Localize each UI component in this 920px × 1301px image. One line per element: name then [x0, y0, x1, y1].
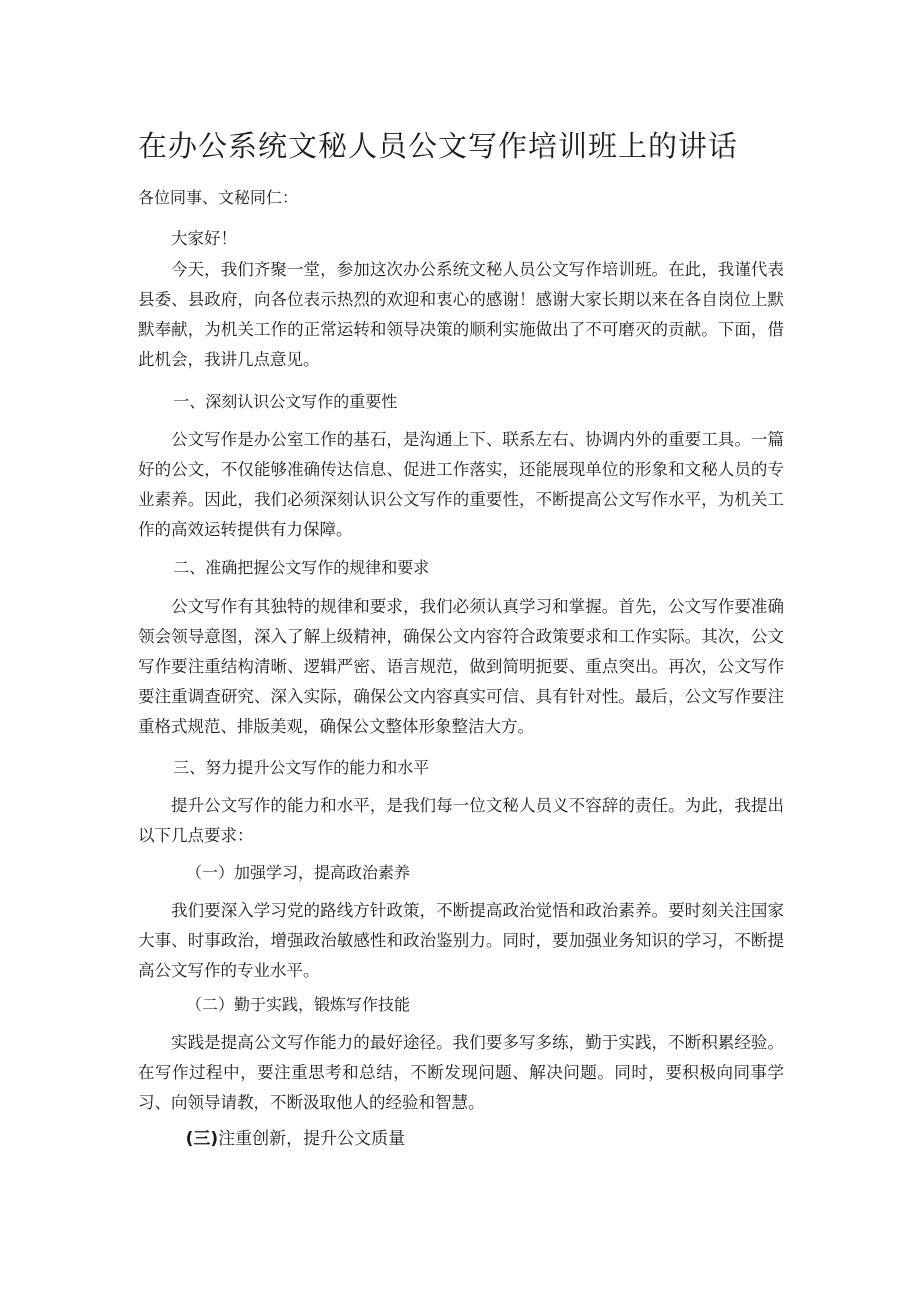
- salutation: 各位同事、文秘同仁：: [138, 188, 299, 207]
- sub2-heading-block: [138, 993, 784, 1017]
- section3-body: 提升公文写作的能力和水平，是我们每一位文秘人员义不容辞的责任。为此，我提出以下几点要求：: [138, 796, 784, 845]
- section1-heading-block: [138, 390, 784, 414]
- sub1-body-block: [138, 896, 784, 986]
- sub3-heading: [138, 1127, 784, 1151]
- greeting: [138, 224, 784, 254]
- section2-body-block: [138, 592, 784, 742]
- section3-body-block: [138, 791, 784, 851]
- document-title: 在办公系统文秘人员公文写作培训班上的讲话: [138, 129, 739, 163]
- sub1-heading-block: [138, 861, 784, 885]
- sub2-body-block: [138, 1028, 784, 1118]
- section2-heading-block: [138, 556, 784, 580]
- section1-body-block: [138, 425, 784, 545]
- sub2-body: 实践是提高公文写作能力的最好途径。我们要多写多练，勤于实践，不断积累经验。在写作过程中，要注重思考和总结，不断发现问题、解决问题。同时，要积极向同事学习、向领导请教，不断汲取他人的经验和智慧。: [138, 1033, 784, 1112]
- intro-paragraph: 今天，我们齐聚一堂，参加这次办公系统文秘人员公文写作培训班。在此，我谨代表县委、县政府，向各位表示热烈的欢迎和衷心的感谢！感谢大家长期以来在各自岗位上默默奉献，为机关工作的正常运转和领导决策的顺利实施做出了不可磨灭的贡献。下面，借此机会，我讲几点意见。: [138, 260, 784, 369]
- section2-heading: 二、准确把握公文写作的规律和要求: [173, 558, 430, 577]
- sub1-heading: （一）加强学习，提高政治素养: [186, 863, 411, 882]
- greeting-text: 大家好！: [171, 229, 237, 248]
- sub3-heading-mark: (三): [185, 1129, 219, 1149]
- section3-heading-block: [138, 756, 784, 780]
- sub3-heading-block: [138, 1127, 784, 1151]
- sub1-body: 我们要深入学习党的路线方针政策，不断提高政治觉悟和政治素养。要时刻关注国家大事、时事政治，增强政治敏感性和政治鉴别力。同时，要加强业务知识的学习，不断提高公文写作的专业水平。: [138, 901, 784, 980]
- section1-heading: 一、深刻认识公文写作的重要性: [173, 392, 398, 411]
- section1-body: 公文写作是办公室工作的基石，是沟通上下、联系左右、协调内外的重要工具。一篇好的公文，不仅能够准确传达信息、促进工作落实，还能展现单位的形象和文秘人员的专业素养。因此，我们必须深刻认识公文写作的重要性，不断提高公文写作水平，为机关工作的高效运转提供有力保障。: [138, 430, 784, 539]
- sub2-heading: （二）勤于实践，锻炼写作技能: [186, 995, 411, 1014]
- section2-body: 公文写作有其独特的规律和要求，我们必须认真学习和掌握。首先，公文写作要准确领会领导意图，深入了解上级精神，确保公文内容符合政策要求和工作实际。其次，公文写作要注重结构清晰、逻辑严密、语言规范，做到简明扼要、重点突出。再次，公文写作要注重调查研究、深入实际，确保公文内容真实可信、具有针对性。最后，公文写作要注重格式规范、排版美观，确保公文整体形象整洁大方。: [138, 597, 784, 736]
- intro-paragraph-block: [138, 255, 784, 375]
- section3-heading: 三、努力提升公文写作的能力和水平: [173, 758, 430, 777]
- sub3-heading-text: 注重创新，提升公文质量: [218, 1129, 406, 1149]
